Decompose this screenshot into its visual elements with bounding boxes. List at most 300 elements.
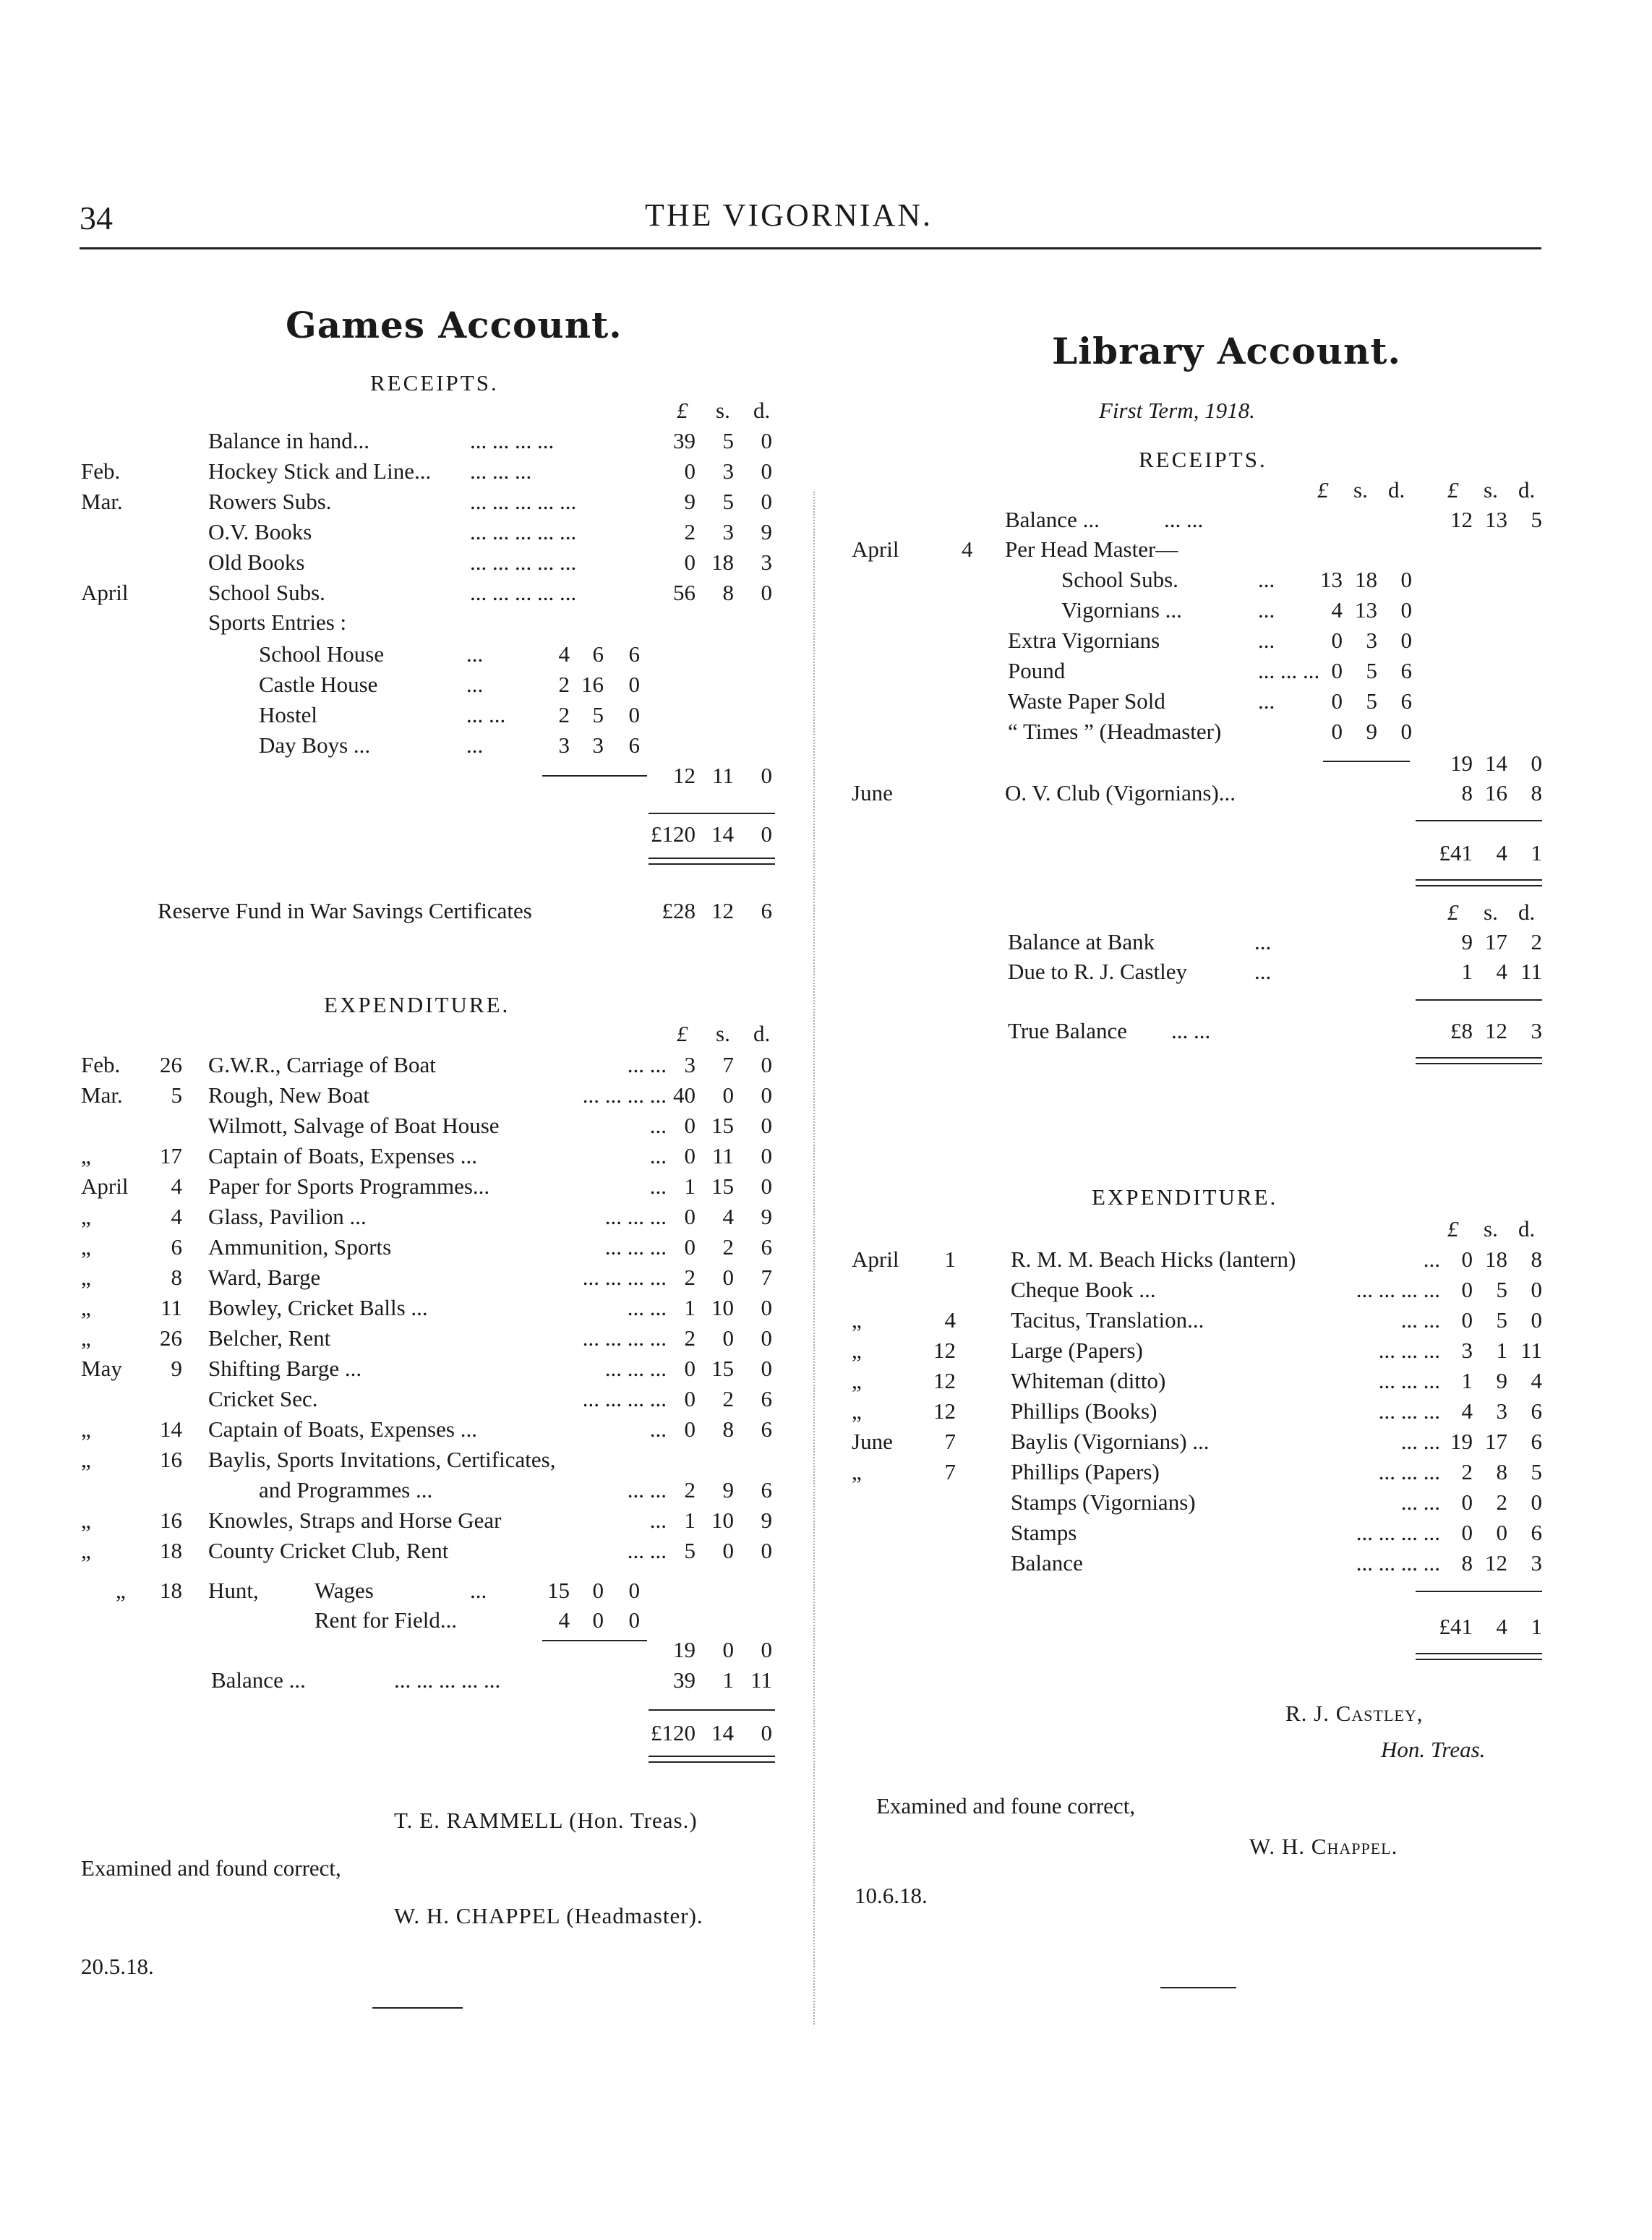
amount-pence: 8	[1531, 1247, 1542, 1272]
entry-leader-dots: ...	[470, 1578, 487, 1603]
amount-pence: 6	[761, 1416, 772, 1442]
expenditure-row	[0, 1324, 795, 1353]
entry-month: „	[81, 1234, 91, 1260]
entry-desc: Shifting Barge ...	[208, 1356, 362, 1381]
entry-desc: O. V. Club (Vigornians)...	[1005, 780, 1236, 805]
library-receipt-row	[831, 687, 1554, 716]
amount-pounds: 12	[673, 763, 696, 788]
entry-month: Mar.	[81, 1082, 123, 1108]
library-expenditure-row	[831, 1245, 1554, 1274]
pounds-header-2: £	[1447, 477, 1459, 503]
entry-leader-dots: ...	[1258, 567, 1275, 592]
entry-desc: Captain of Boats, Expenses ...	[208, 1416, 477, 1442]
ov-club-row	[831, 779, 1554, 808]
entry-leader-dots: ... ... ... ...	[582, 1265, 667, 1290]
amount-shillings: 10	[711, 1295, 734, 1320]
shillings-header: s.	[716, 398, 730, 423]
amount-shillings: 3	[722, 519, 734, 544]
expenditure-row	[0, 1476, 795, 1505]
amount-shillings: 15	[711, 1113, 734, 1138]
amount-shillings: 3	[1496, 1398, 1507, 1424]
library-expenditure-row	[831, 1458, 1554, 1487]
amount-shillings: 18	[711, 550, 734, 575]
games-account-heading: Games Account.	[286, 304, 622, 346]
total-pence: 0	[761, 821, 772, 847]
amount-pounds: 5	[684, 1538, 696, 1563]
entry-leader-dots: ... ... ...	[470, 458, 532, 484]
entry-leader-dots: ... ... ... ...	[582, 1325, 667, 1351]
amount-shillings: 17	[1485, 1429, 1507, 1454]
library-expenditure-row	[831, 1518, 1554, 1547]
expenditure-row	[0, 1263, 795, 1292]
entry-month: April	[81, 580, 129, 605]
amount-pence: 0	[761, 1538, 772, 1563]
entry-leader-dots: ... ... ... ... ...	[470, 519, 577, 544]
entry-desc: Per Head Master—	[1005, 537, 1178, 562]
pence-header: d.	[753, 398, 771, 423]
amount-pence: 0	[761, 1356, 772, 1381]
amount-pence: 0	[1531, 1489, 1542, 1515]
amount-shillings: 18	[1355, 567, 1377, 592]
entry-desc: True Balance	[1008, 1018, 1128, 1043]
amount-pence: 3	[1531, 1550, 1542, 1576]
games-treasurer-signature: T. E. RAMMELL (Hon. Treas.)	[394, 1808, 698, 1833]
amount-pounds: 0	[1331, 688, 1343, 714]
pounds-header: £	[1317, 477, 1329, 503]
entry-month: „	[81, 1325, 91, 1351]
library-expenditure-label: EXPENDITURE.	[1092, 1184, 1278, 1210]
amount-pence: 9	[761, 519, 772, 544]
entry-leader-dots: ...	[466, 672, 484, 697]
entry-desc: Rent for Field...	[314, 1607, 458, 1633]
entry-leader-dots: ... ... ... ...	[582, 1386, 667, 1411]
amount-shillings: 0	[1496, 1520, 1507, 1545]
sports-subtotal-row	[0, 761, 795, 790]
library-receipt-row	[831, 657, 1554, 685]
pence-header: d.	[1518, 899, 1536, 925]
amount-pounds: 3	[1461, 1338, 1473, 1363]
amount-pounds: 2	[684, 519, 696, 544]
amount-pounds: 4	[1461, 1398, 1473, 1424]
amount-shillings: 18	[1485, 1247, 1507, 1272]
entry-leader-dots: ... ... ...	[1378, 1338, 1440, 1363]
library-end-rule	[1160, 1987, 1236, 1988]
library-col-headers	[831, 476, 1554, 505]
amount-pence: 0	[628, 1607, 640, 1633]
entry-desc: Cheque Book ...	[1011, 1277, 1156, 1302]
amount-shillings: 16	[1485, 780, 1507, 805]
entry-month: „	[116, 1578, 126, 1603]
total-pounds: £41	[1439, 840, 1473, 865]
library-receipt-row	[831, 565, 1554, 594]
amount-pence: 11	[1520, 1338, 1542, 1363]
total-pounds: £120	[651, 1720, 696, 1745]
shillings-header: s.	[716, 1021, 730, 1046]
entry-day: 18	[160, 1538, 182, 1563]
expenditure-row	[0, 1142, 795, 1171]
total-pounds: £120	[651, 821, 696, 847]
receipt-row	[0, 578, 795, 607]
entry-leader-dots: ...	[649, 1508, 667, 1533]
entry-month: April	[852, 1247, 899, 1272]
amount-pence: 0	[761, 763, 772, 788]
library-expenditure-row	[831, 1367, 1554, 1395]
entry-desc: Knowles, Straps and Horse Gear	[208, 1508, 502, 1533]
pence-header: d.	[753, 1021, 771, 1046]
amount-pounds: 56	[673, 580, 696, 605]
entry-month: „	[81, 1265, 91, 1290]
entry-leader-dots: ... ...	[627, 1052, 667, 1077]
amount-shillings: 15	[711, 1356, 734, 1381]
entry-day: 26	[160, 1325, 182, 1351]
amount-shillings: 13	[1485, 507, 1507, 532]
pence-header-2: d.	[1518, 477, 1536, 503]
amount-pence: 0	[761, 458, 772, 484]
games-receipts-total-row	[0, 820, 795, 849]
amount-pence: 6	[628, 641, 640, 667]
entry-desc: School Subs.	[208, 580, 325, 605]
amount-pounds: 1	[684, 1174, 696, 1199]
reserve-fund-row	[0, 897, 795, 926]
games-exp-col-headers	[0, 1019, 795, 1048]
amount-pence: 0	[1400, 567, 1412, 592]
expenditure-row	[0, 1202, 795, 1231]
sports-entries-label: Sports Entries :	[208, 610, 347, 635]
entry-day: 12	[933, 1368, 956, 1393]
amount-shillings: 0	[592, 1578, 604, 1603]
entry-day: 7	[944, 1429, 956, 1454]
entry-leader-dots: ...	[649, 1113, 667, 1138]
entry-desc: Whiteman (ditto)	[1011, 1368, 1166, 1393]
amount-shillings: 5	[722, 489, 734, 514]
games-expenditure-label: EXPENDITURE.	[324, 992, 510, 1017]
amount-shillings: 6	[592, 641, 604, 667]
amount-pounds: 0	[1461, 1307, 1473, 1333]
library-receipts-total-rule	[1416, 820, 1542, 821]
library-receipts-total-double-rule	[1416, 879, 1542, 886]
expenditure-row	[0, 1536, 795, 1565]
entry-desc: Ward, Barge	[208, 1265, 321, 1290]
amount-pounds: 1	[1461, 1368, 1473, 1393]
amount-pounds: 2	[684, 1265, 696, 1290]
entry-day: 12	[933, 1398, 956, 1424]
expenditure-row	[0, 1445, 795, 1474]
amount-shillings: 12	[1485, 1018, 1507, 1043]
amount-pounds: 0	[684, 1234, 696, 1260]
entry-day: 7	[944, 1459, 956, 1484]
entry-desc: Hunt,	[208, 1578, 259, 1603]
library-exp-total-double-rule	[1416, 1653, 1542, 1660]
amount-shillings: 10	[711, 1508, 734, 1533]
expenditure-row	[0, 1172, 795, 1201]
amount-shillings: 3	[722, 458, 734, 484]
hunt-subtotal-row	[0, 1636, 795, 1664]
amount-shillings: 8	[722, 580, 734, 605]
amount-pence: 0	[628, 702, 640, 727]
amount-pence: 0	[761, 1052, 772, 1077]
entry-leader-dots: ... ...	[466, 702, 506, 727]
entry-desc: Baylis (Vigornians) ...	[1011, 1429, 1210, 1454]
entry-desc: “ Times ” (Headmaster)	[1008, 719, 1222, 744]
total-shillings: 14	[711, 1720, 734, 1745]
entry-leader-dots: ... ... ...	[604, 1234, 667, 1260]
amount-pounds: 3	[558, 732, 570, 758]
entry-leader-dots: ... ...	[627, 1477, 667, 1502]
sports-entry-row	[0, 670, 795, 699]
entry-day: 26	[160, 1052, 182, 1077]
entry-desc: Balance in hand...	[208, 428, 369, 453]
amount-pence: 3	[761, 550, 772, 575]
entry-desc: Extra Vigornians	[1008, 628, 1160, 653]
entry-leader-dots: ...	[1258, 597, 1275, 623]
amount-pounds: 0	[1461, 1277, 1473, 1302]
amount-pounds: 12	[1450, 507, 1473, 532]
entry-leader-dots: ... ... ... ... ...	[470, 580, 577, 605]
entry-leader-dots: ... ... ... ...	[582, 1082, 667, 1108]
expenditure-row	[0, 1415, 795, 1444]
entry-leader-dots: ... ...	[1400, 1429, 1440, 1454]
amount-shillings: 0	[722, 1538, 734, 1563]
amount-pounds: 0	[684, 1416, 696, 1442]
entry-desc: Paper for Sports Programmes...	[208, 1174, 490, 1199]
entry-month: June	[852, 1429, 893, 1454]
entry-leader-dots: ...	[1423, 1247, 1440, 1272]
amount-pounds: 13	[1320, 567, 1343, 592]
true-balance-rule	[1416, 999, 1542, 1001]
amount-pounds: 1	[684, 1508, 696, 1533]
entry-month: „	[852, 1338, 862, 1363]
entry-day: 9	[171, 1356, 182, 1381]
amount-pence: 2	[1531, 929, 1542, 954]
shillings-header: s.	[1484, 899, 1498, 925]
amount-shillings: 3	[1366, 628, 1377, 653]
entry-day: 17	[160, 1143, 182, 1168]
entry-desc: Day Boys ...	[259, 732, 371, 758]
amount-pence: 0	[1400, 719, 1412, 744]
reserve-fund-desc: Reserve Fund in War Savings Certificates	[158, 898, 532, 923]
games-date: 20.5.18.	[81, 1954, 154, 1979]
amount-pounds: 2	[684, 1477, 696, 1502]
sports-entry-row	[0, 640, 795, 669]
amount-pence: 8	[1531, 780, 1542, 805]
library-date: 10.6.18.	[855, 1883, 928, 1908]
entry-desc: Waste Paper Sold	[1008, 688, 1165, 714]
entry-leader-dots: ... ...	[627, 1538, 667, 1563]
entry-month: „	[81, 1204, 91, 1229]
entry-leader-dots: ... ... ... ...	[1356, 1550, 1440, 1576]
entry-day: 4	[171, 1174, 182, 1199]
amount-pence: 5	[1531, 1459, 1542, 1484]
amount-pounds: 2	[684, 1325, 696, 1351]
amount-shillings: 5	[1366, 688, 1377, 714]
entry-leader-dots: ... ... ...	[1378, 1459, 1440, 1484]
entry-desc: Balance ...	[211, 1667, 306, 1693]
amount-pounds: 4	[1331, 597, 1343, 623]
entry-day: 4	[171, 1204, 182, 1229]
games-headmaster-signature: W. H. CHAPPEL (Headmaster).	[394, 1903, 703, 1928]
amount-pence: 6	[1531, 1429, 1542, 1454]
receipt-row	[0, 518, 795, 547]
exp-total-rule	[649, 1709, 775, 1711]
amount-pence: 0	[761, 1082, 772, 1108]
library-subtotal-row	[831, 749, 1554, 778]
amount-pounds: £28	[662, 898, 696, 923]
amount-shillings: 11	[712, 1143, 734, 1168]
entry-leader-dots: ... ... ...	[1258, 658, 1320, 683]
entry-leader-dots: ...	[649, 1174, 667, 1199]
amount-pence: 0	[1531, 1307, 1542, 1333]
amount-pence: 6	[1400, 688, 1412, 714]
expenditure-row	[0, 1385, 795, 1414]
amount-pounds: 15	[547, 1578, 570, 1603]
amount-pounds: 1	[1461, 959, 1473, 984]
amount-shillings: 9	[1366, 719, 1377, 744]
amount-pence: 0	[761, 1325, 772, 1351]
entry-month: „	[852, 1307, 862, 1333]
amount-pence: 6	[761, 1386, 772, 1411]
expenditure-row	[0, 1111, 795, 1140]
games-receipts-label: RECEIPTS.	[370, 370, 499, 396]
entry-day: 14	[160, 1416, 182, 1442]
entry-month: May	[81, 1356, 122, 1381]
shillings-header: s.	[1484, 1216, 1498, 1241]
amount-pence: 6	[1531, 1398, 1542, 1424]
entry-month: Feb.	[81, 1052, 121, 1077]
entry-day: 16	[160, 1447, 182, 1472]
total-pence: 0	[761, 1720, 772, 1745]
amount-pounds: 0	[1461, 1247, 1473, 1272]
entry-desc: County Cricket Club, Rent	[208, 1538, 449, 1563]
library-receipt-row	[831, 596, 1554, 625]
page-number: 34	[80, 200, 113, 236]
entry-day: 11	[161, 1295, 182, 1320]
amount-pounds: 0	[1331, 628, 1343, 653]
amount-pence: 0	[761, 1143, 772, 1168]
bank-col-headers	[831, 898, 1554, 927]
amount-shillings: 9	[722, 1477, 734, 1502]
receipts-total-double-rule	[649, 858, 775, 865]
receipt-row	[0, 548, 795, 577]
library-expenditure-row	[831, 1397, 1554, 1426]
expenditure-row	[0, 1081, 795, 1110]
amount-pounds: 9	[684, 489, 696, 514]
amount-pounds: 19	[673, 1637, 696, 1662]
amount-shillings: 16	[581, 672, 604, 697]
total-shillings: 14	[711, 821, 734, 847]
games-balance-row	[0, 1666, 795, 1695]
amount-pence: 11	[1520, 959, 1542, 984]
true-balance-double-rule	[1416, 1057, 1542, 1064]
amount-shillings: 8	[1496, 1459, 1507, 1484]
amount-shillings: 1	[1496, 1338, 1507, 1363]
shillings-header: s.	[1353, 477, 1368, 503]
entry-month: „	[852, 1459, 862, 1484]
entry-leader-dots: ...	[1258, 688, 1275, 714]
entry-leader-dots: ...	[1254, 959, 1272, 984]
games-col-headers	[0, 396, 795, 425]
entry-desc: Castle House	[259, 672, 378, 697]
games-end-rule	[372, 2007, 463, 2009]
pounds-header: £	[1447, 1216, 1459, 1241]
amount-shillings: 12	[711, 898, 734, 923]
library-balance-row	[831, 505, 1554, 534]
amount-shillings: 11	[712, 763, 734, 788]
entry-desc: Due to R. J. Castley	[1008, 959, 1187, 984]
entry-month: „	[852, 1398, 862, 1424]
amount-pence: 0	[761, 428, 772, 453]
entry-desc: Vigornians ...	[1061, 597, 1182, 623]
sports-entry-row	[0, 701, 795, 730]
amount-pounds: 0	[684, 1204, 696, 1229]
entry-leader-dots: ... ... ... ... ...	[394, 1667, 501, 1693]
entry-month: June	[852, 780, 893, 805]
amount-pounds: 2	[558, 672, 570, 697]
sports-entry-row	[0, 731, 795, 760]
entry-month: Mar.	[81, 489, 123, 514]
amount-shillings: 5	[1496, 1277, 1507, 1302]
amount-pounds: 40	[673, 1082, 696, 1108]
amount-shillings: 0	[722, 1637, 734, 1662]
library-treasurer-title: Hon. Treas.	[1381, 1737, 1486, 1762]
library-receipt-row	[831, 626, 1554, 655]
library-exp-total-row	[831, 1612, 1554, 1641]
amount-shillings: 2	[722, 1386, 734, 1411]
amount-pounds: 8	[1461, 780, 1473, 805]
rent-for-field-row	[0, 1606, 795, 1635]
library-term: First Term, 1918.	[1099, 398, 1255, 423]
entry-desc: Wilmott, Salvage of Boat House	[208, 1113, 500, 1138]
library-examined-note: Examined and foune correct,	[876, 1793, 1136, 1818]
amount-pounds: 8	[1461, 1550, 1473, 1576]
amount-pence: 0	[1400, 628, 1412, 653]
entry-leader-dots: ... ... ... ...	[1356, 1277, 1440, 1302]
library-receipts-total-row	[831, 839, 1554, 868]
amount-shillings: 7	[722, 1052, 734, 1077]
entry-month: April	[81, 1174, 129, 1199]
hunt-wages-row	[0, 1576, 795, 1605]
amount-pence: 0	[761, 489, 772, 514]
library-exp-col-headers	[831, 1215, 1554, 1244]
amount-pounds: 39	[673, 428, 696, 453]
amount-shillings: 12	[1485, 1550, 1507, 1576]
library-expenditure-row	[831, 1275, 1554, 1304]
entry-leader-dots: ... ... ...	[1378, 1398, 1440, 1424]
entry-day: 18	[160, 1578, 182, 1603]
library-expenditure-row	[831, 1549, 1554, 1578]
entry-month: „	[81, 1538, 91, 1563]
entry-desc: Balance ...	[1005, 507, 1100, 532]
amount-pounds: 2	[558, 702, 570, 727]
entry-leader-dots: ...	[649, 1416, 667, 1442]
amount-shillings: 4	[1496, 959, 1507, 984]
amount-shillings: 5	[1496, 1307, 1507, 1333]
entry-desc: and Programmes ...	[259, 1477, 433, 1502]
entry-leader-dots: ...	[1254, 929, 1272, 954]
entry-day: 4	[944, 1307, 956, 1333]
amount-pounds: 0	[1331, 719, 1343, 744]
total-shillings: 4	[1496, 840, 1507, 865]
amount-pounds: 19	[1450, 751, 1473, 776]
amount-shillings: 14	[1485, 751, 1507, 776]
amount-pence: 0	[761, 1637, 772, 1662]
amount-shillings: 17	[1485, 929, 1507, 954]
library-account-heading: Library Account.	[1052, 330, 1401, 372]
total-pounds: £41	[1439, 1614, 1473, 1639]
column-divider	[813, 492, 815, 2025]
entry-leader-dots: ...	[1258, 628, 1275, 653]
library-receipt-row	[831, 717, 1554, 746]
amount-shillings: 15	[711, 1174, 734, 1199]
